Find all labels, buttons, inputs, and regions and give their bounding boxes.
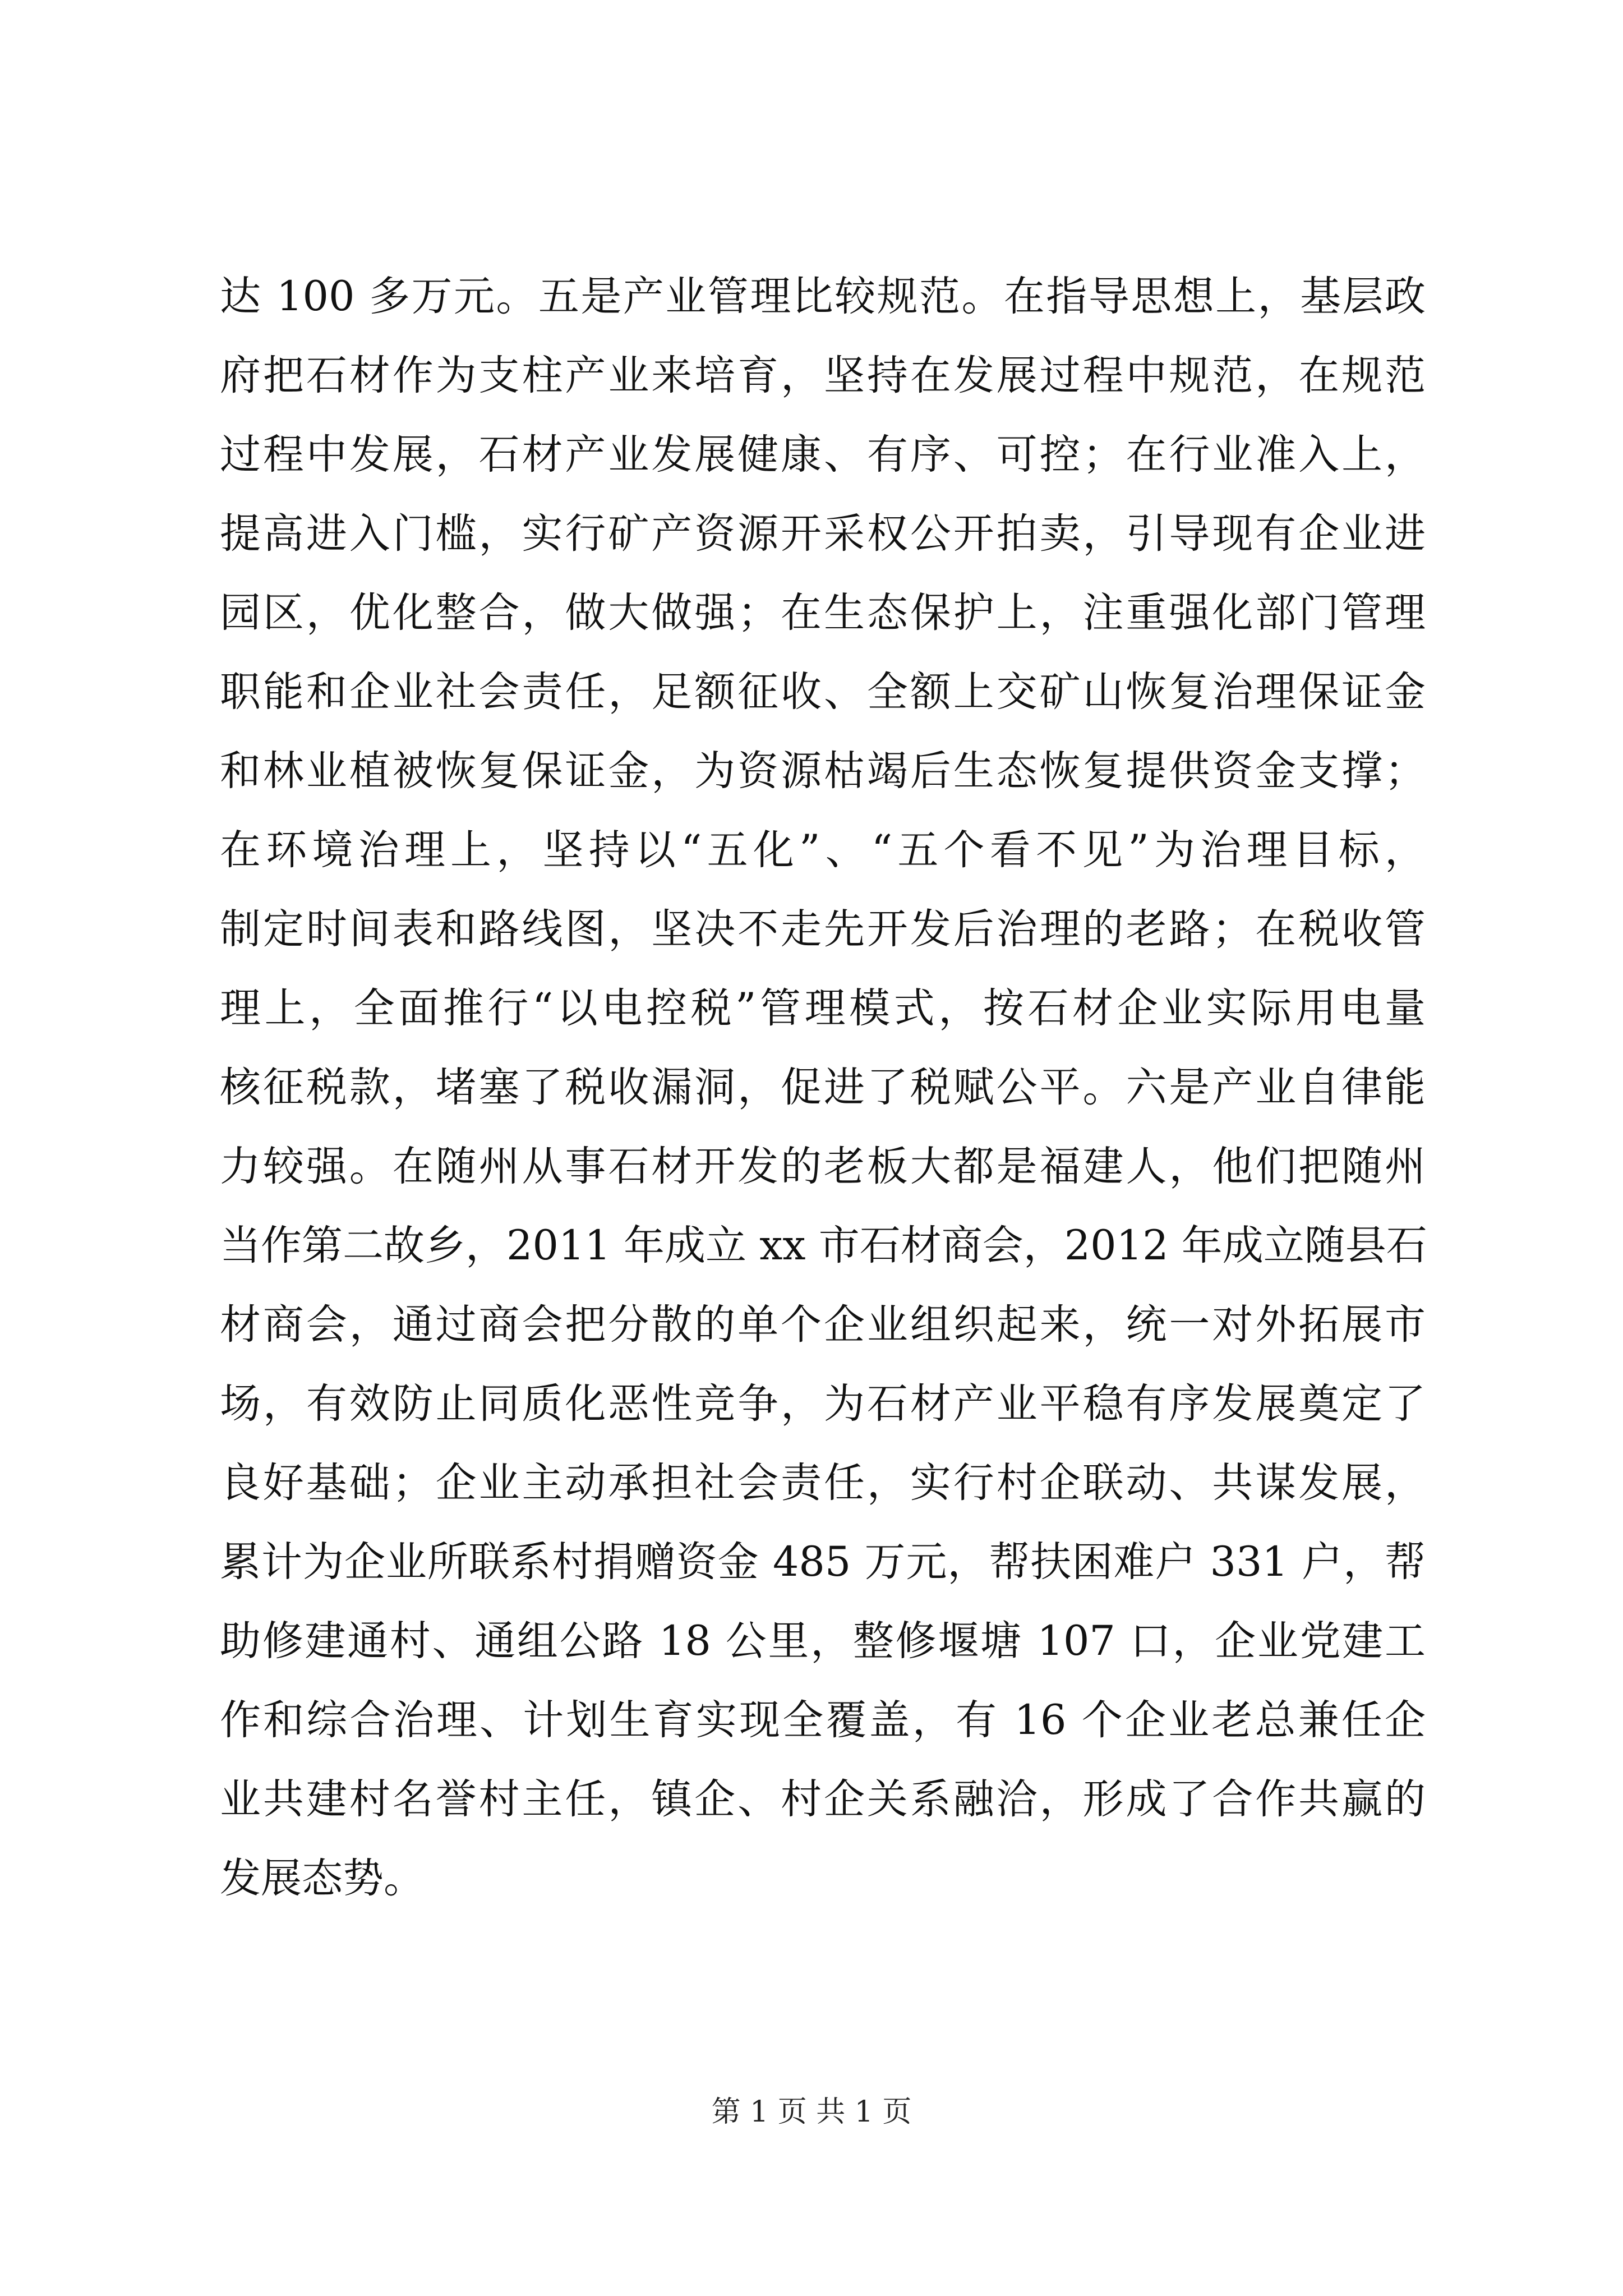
text-line: 材商会，通过商会把分散的单个企业组织起来，统一对外拓展市 — [220, 1301, 1426, 1349]
text-line: 园区，优化整合，做大做强；在生态保护上，注重强化部门管理 — [220, 589, 1426, 637]
text-line: 业共建村名誉村主任，镇企、村企关系融洽，形成了合作共赢的 — [220, 1775, 1426, 1823]
text-line: 提高进入门槛，实行矿产资源开采权公开拍卖，引导现有企业进 — [220, 510, 1426, 558]
text-line: 理上，全面推行“以电控税”管理模式，按石材企业实际用电量 — [220, 984, 1426, 1032]
text-line: 和林业植被恢复保证金，为资源枯竭后生态恢复提供资金支撑； — [220, 747, 1426, 795]
body-paragraph — [220, 257, 1426, 1918]
page-number-footer: 第 1 页 共 1 页 — [711, 2095, 912, 2129]
text-line: 在环境治理上，坚持以“五化”、“五个看不见”为治理目标， — [220, 826, 1426, 874]
text-line: 累计为企业所联系村捐赠资金 485 万元，帮扶困难户 331 户，帮 — [220, 1538, 1426, 1586]
text-line: 核征税款，堵塞了税收漏洞，促进了税赋公平。六是产业自律能 — [220, 1064, 1426, 1111]
text-line: 职能和企业社会责任，足额征收、全额上交矿山恢复治理保证金 — [220, 668, 1426, 716]
text-line: 场，有效防止同质化恶性竞争，为石材产业平稳有序发展奠定了 — [220, 1380, 1426, 1428]
text-line: 府把石材作为支柱产业来培育，坚持在发展过程中规范，在规范 — [220, 352, 1426, 399]
text-line: 达 100 多万元。五是产业管理比较规范。在指导思想上，基层政 — [220, 273, 1426, 320]
text-line-last: 发展态势。 — [220, 1855, 425, 1902]
text-line: 当作第二故乡，2011 年成立 xx 市石材商会，2012 年成立随县石 — [220, 1222, 1427, 1269]
text-line: 作和综合治理、计划生育实现全覆盖，有 16 个企业老总兼任企 — [220, 1696, 1426, 1744]
text-line: 良好基础；企业主动承担社会责任，实行村企联动、共谋发展， — [220, 1459, 1426, 1507]
text-line: 过程中发展，石材产业发展健康、有序、可控；在行业准入上， — [220, 431, 1426, 478]
text-line: 力较强。在随州从事石材开发的老板大都是福建人，他们把随州 — [220, 1143, 1426, 1190]
text-line: 制定时间表和路线图，坚决不走先开发后治理的老路；在税收管 — [220, 905, 1426, 953]
text-line: 助修建通村、通组公路 18 公里，整修堰塘 107 口，企业党建工 — [220, 1617, 1426, 1665]
